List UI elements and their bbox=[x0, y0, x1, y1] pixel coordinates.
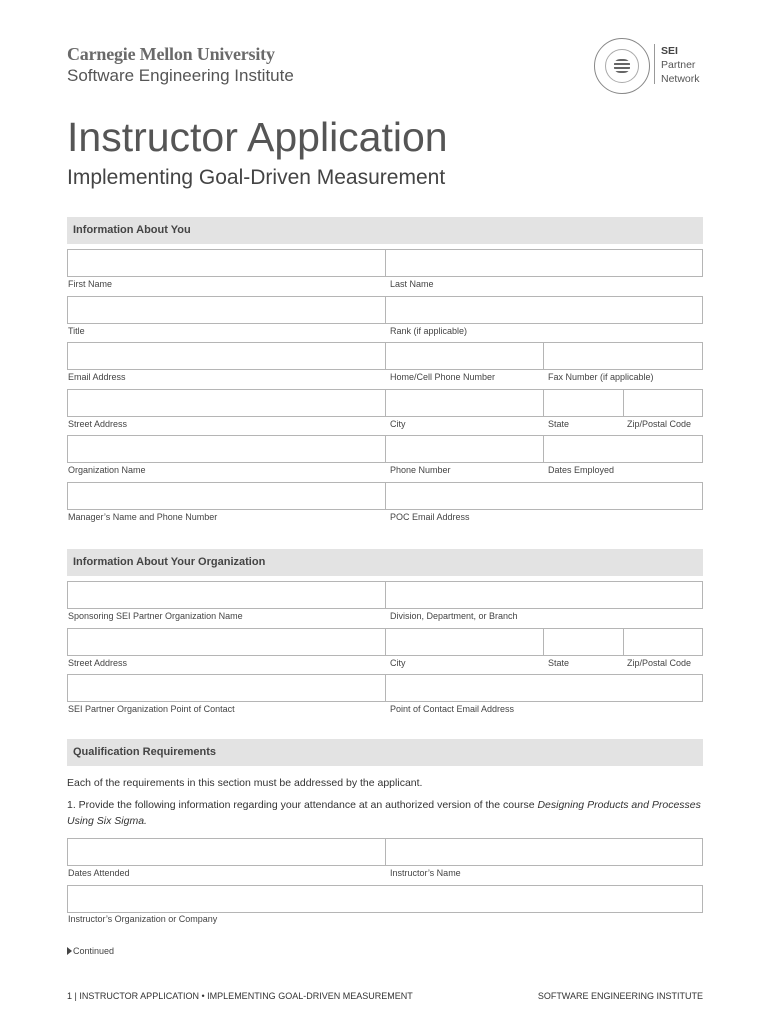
fax-label: Fax Number (if applicable) bbox=[548, 372, 654, 382]
org-poc-label: SEI Partner Organization Point of Contact bbox=[68, 704, 235, 714]
poc-email-label: POC Email Address bbox=[390, 512, 470, 522]
phone-field[interactable] bbox=[385, 435, 544, 463]
street-label: Street Address bbox=[68, 419, 128, 429]
email-field[interactable] bbox=[67, 342, 386, 370]
dates-employed-label: Dates Employed bbox=[548, 465, 615, 475]
dates-attended-label: Dates Attended bbox=[68, 868, 130, 878]
email-label: Email Address bbox=[68, 372, 126, 382]
instructor-org-label: Instructor’s Organization or Company bbox=[68, 914, 218, 924]
sei-partner-seal-icon bbox=[594, 38, 650, 94]
rank-label: Rank (if applicable) bbox=[390, 326, 468, 336]
rank-field[interactable] bbox=[385, 296, 703, 324]
city-label: City bbox=[390, 419, 406, 429]
division-label: Division, Department, or Branch bbox=[390, 611, 518, 621]
footer-right: SOFTWARE ENGINEERING INSTITUTE bbox=[537, 991, 703, 1001]
phone-label: Phone Number bbox=[390, 465, 451, 475]
section-header-about-org: Information About Your Organization bbox=[67, 549, 703, 576]
org-name-label: Organization Name bbox=[68, 465, 146, 475]
zip-label: Zip/Postal Code bbox=[627, 419, 692, 429]
instructor-name-label: Instructor’s Name bbox=[390, 868, 461, 878]
header-divider bbox=[654, 44, 655, 84]
poc-email-field[interactable] bbox=[385, 482, 703, 510]
org-zip-label: Zip/Postal Code bbox=[627, 658, 692, 668]
org-street-label: Street Address bbox=[68, 658, 128, 668]
instructor-org-field[interactable] bbox=[67, 885, 703, 913]
home-phone-label: Home/Cell Phone Number bbox=[390, 372, 496, 382]
org-city-field[interactable] bbox=[385, 628, 544, 656]
partner-network-label: SEI Partner Network bbox=[661, 45, 700, 85]
org-zip-field[interactable] bbox=[623, 628, 703, 656]
fax-field[interactable] bbox=[543, 342, 703, 370]
sponsor-org-field[interactable] bbox=[67, 581, 386, 609]
dates-attended-field[interactable] bbox=[67, 838, 386, 866]
state-field[interactable] bbox=[543, 389, 624, 417]
street-field[interactable] bbox=[67, 389, 386, 417]
page-title: Instructor Application bbox=[67, 114, 448, 160]
org-poc-field[interactable] bbox=[67, 674, 386, 702]
course-name: Designing Products and Processes Using Six Sigma. bbox=[67, 799, 701, 827]
section-header-about-you: Information About You bbox=[67, 217, 703, 244]
org-state-field[interactable] bbox=[543, 628, 624, 656]
section-header-qualification: Qualification Requirements bbox=[67, 739, 703, 766]
qualification-intro: Each of the requirements in this section must be addressed by the applicant. bbox=[67, 777, 423, 789]
org-state-label: State bbox=[548, 658, 570, 668]
org-poc-email-field[interactable] bbox=[385, 674, 703, 702]
state-label: State bbox=[548, 419, 570, 429]
org-street-field[interactable] bbox=[67, 628, 386, 656]
page-subtitle: Implementing Goal-Driven Measurement bbox=[67, 166, 446, 189]
division-field[interactable] bbox=[385, 581, 703, 609]
title-label: Title bbox=[68, 326, 85, 336]
dates-employed-field[interactable] bbox=[543, 435, 703, 463]
footer-left: 1 | INSTRUCTOR APPLICATION • IMPLEMENTING GOAL-DRIVEN MEASUREMENT bbox=[67, 991, 413, 1001]
sei-name: Software Engineering Institute bbox=[67, 66, 294, 85]
last-name-label: Last Name bbox=[390, 279, 434, 289]
continued-note: Continued bbox=[67, 946, 114, 956]
org-poc-email-label: Point of Contact Email Address bbox=[390, 704, 515, 714]
instructor-name-field[interactable] bbox=[385, 838, 703, 866]
last-name-field[interactable] bbox=[385, 249, 703, 277]
title-field[interactable] bbox=[67, 296, 386, 324]
requirement-1: 1. Provide the following information regarding your attendance at an authorized version of the course Designing Products and Processes Using Six Sigma. bbox=[67, 799, 701, 827]
org-name-field[interactable] bbox=[67, 435, 386, 463]
zip-field[interactable] bbox=[623, 389, 703, 417]
first-name-label: First Name bbox=[68, 279, 113, 289]
manager-field[interactable] bbox=[67, 482, 386, 510]
sponsor-org-label: Sponsoring SEI Partner Organization Name bbox=[68, 611, 243, 621]
triangle-right-icon bbox=[67, 947, 72, 955]
org-city-label: City bbox=[390, 658, 406, 668]
home-phone-field[interactable] bbox=[385, 342, 544, 370]
cmu-wordmark: Carnegie Mellon University bbox=[67, 44, 275, 64]
city-field[interactable] bbox=[385, 389, 544, 417]
first-name-field[interactable] bbox=[67, 249, 386, 277]
manager-label: Manager’s Name and Phone Number bbox=[68, 512, 218, 522]
